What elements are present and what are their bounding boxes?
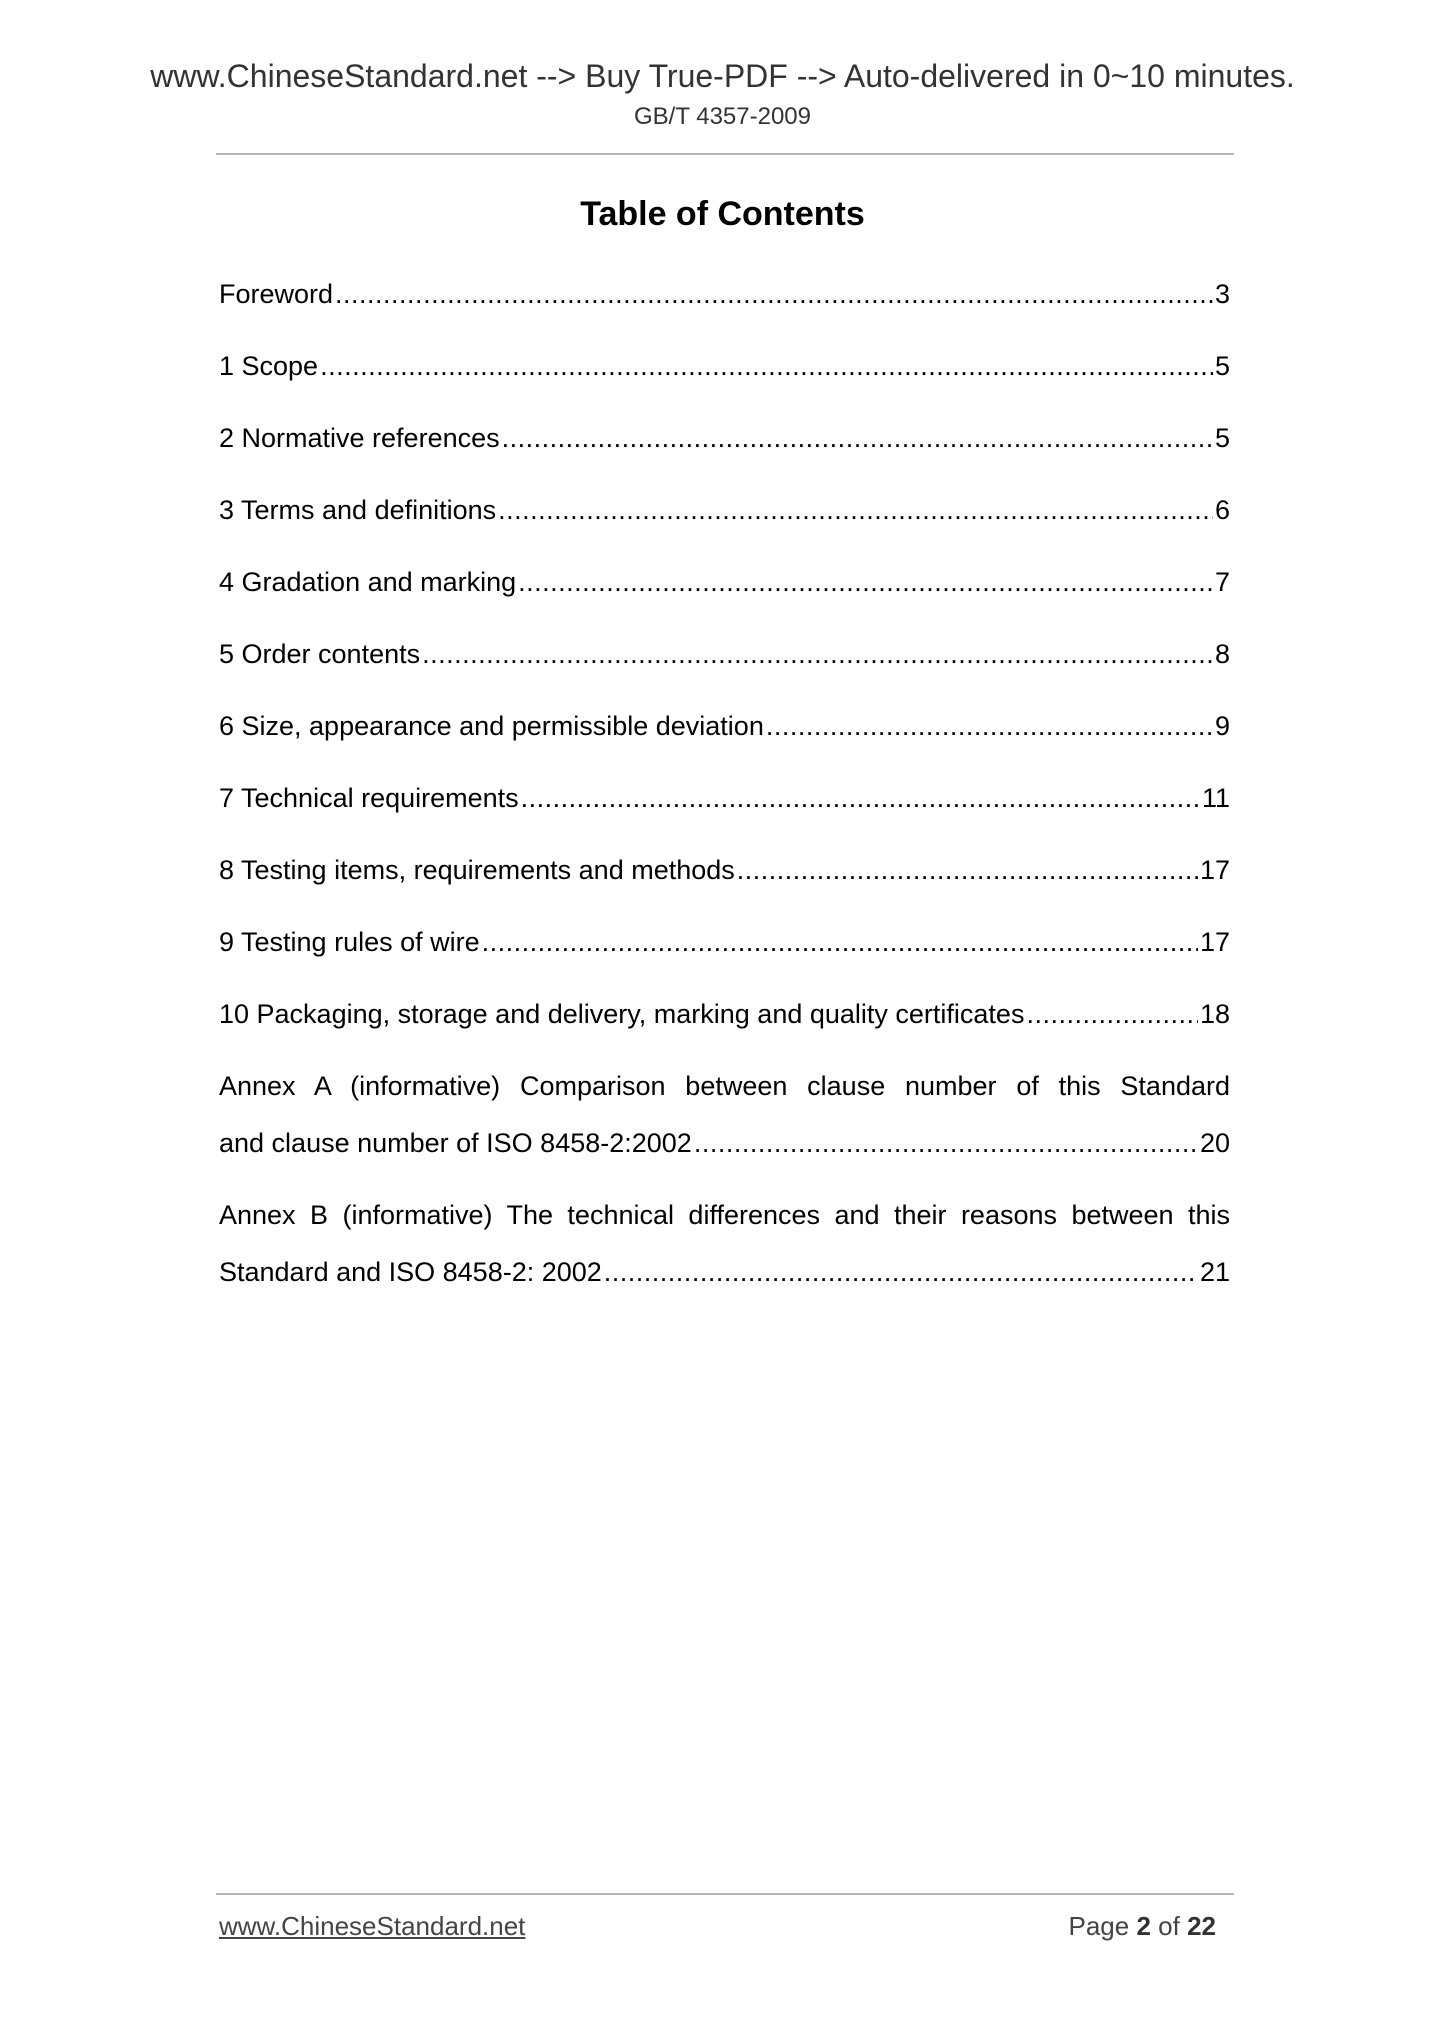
dot-leader	[335, 276, 1213, 312]
toc-entry-page: 17	[1199, 927, 1230, 957]
toc-entry-packaging[interactable]	[219, 996, 1230, 1032]
dot-leader	[521, 780, 1200, 816]
dot-leader	[498, 492, 1213, 528]
toc-entry-title: Foreword	[219, 279, 334, 309]
toc-entry-page: 11	[1201, 783, 1230, 813]
toc-entry-page: 3	[1214, 279, 1230, 309]
toc-entry-normative-references[interactable]	[219, 420, 1230, 456]
footer-divider	[216, 1893, 1234, 1895]
toc-entry-title: 1 Scope	[219, 351, 319, 381]
toc-entry-title: 8 Testing items, requirements and methods	[219, 855, 735, 885]
toc-entry-page: 18	[1199, 999, 1230, 1029]
toc-entry-terms-definitions[interactable]	[219, 492, 1230, 528]
dot-leader	[737, 852, 1198, 888]
toc-entry-gradation-marking[interactable]	[219, 564, 1230, 600]
page-of-label: of	[1158, 1911, 1180, 1941]
toc-entry-foreword[interactable]	[219, 276, 1230, 312]
toc-entry-title-line1: Annex B (informative) The technical differences and their reasons between this	[219, 1200, 1230, 1230]
toc-entry-page: 20	[1199, 1128, 1230, 1158]
page-total: 22	[1187, 1911, 1216, 1941]
toc-entry-title: 5 Order contents	[219, 639, 421, 669]
header-site-banner: www.ChineseStandard.net --> Buy True-PDF --> Auto-delivered in 0~10 minutes.	[150, 58, 1295, 94]
dot-leader	[1026, 996, 1198, 1032]
dot-leader	[518, 564, 1213, 600]
toc-entry-title-line2: Standard and ISO 8458-2: 2002	[219, 1257, 602, 1287]
toc-entry-annex-a[interactable]	[219, 1068, 1230, 1161]
toc-entry-testing-items[interactable]	[219, 852, 1230, 888]
toc-entry-title: 9 Testing rules of wire	[219, 927, 480, 957]
toc-entry-page: 5	[1214, 351, 1230, 381]
toc-entry-scope[interactable]	[219, 348, 1230, 384]
dot-leader	[766, 708, 1213, 744]
toc-entry-title: 3 Terms and definitions	[219, 495, 497, 525]
dot-leader	[502, 420, 1213, 456]
page-title: Table of Contents	[580, 195, 865, 233]
toc-entry-size-appearance[interactable]	[219, 708, 1230, 744]
toc-entry-annex-b[interactable]	[219, 1197, 1230, 1290]
dot-leader	[422, 636, 1213, 672]
header-divider	[216, 153, 1234, 155]
page-number	[900, 1908, 1216, 1944]
dot-leader	[482, 924, 1198, 960]
toc-entry-technical-requirements[interactable]	[219, 780, 1230, 816]
toc-entry-title-line2: and clause number of ISO 8458-2:2002	[219, 1128, 692, 1158]
toc-entry-page: 5	[1214, 423, 1230, 453]
dot-leader	[320, 348, 1213, 384]
footer-site-link[interactable]: www.ChineseStandard.net	[219, 1911, 526, 1941]
toc-entry-page: 21	[1199, 1257, 1230, 1287]
dot-leader	[604, 1254, 1198, 1290]
toc-entry-page: 7	[1214, 567, 1230, 597]
toc-entry-page: 17	[1199, 855, 1230, 885]
toc-entry-title: 10 Packaging, storage and delivery, marking and quality certificates	[219, 999, 1025, 1029]
header-standard-number: GB/T 4357-2009	[633, 103, 811, 130]
toc-entry-page: 9	[1214, 711, 1230, 741]
dot-leader	[694, 1125, 1198, 1161]
toc-entry-page: 8	[1214, 639, 1230, 669]
toc-entry-title: 2 Normative references	[219, 423, 500, 453]
page-current: 2	[1136, 1911, 1151, 1941]
toc-entry-order-contents[interactable]	[219, 636, 1230, 672]
toc-entry-title-line1: Annex A (informative) Comparison between clause number of this Standard	[219, 1071, 1230, 1101]
page-label: Page	[1068, 1911, 1130, 1941]
toc-entry-page: 6	[1214, 495, 1230, 525]
toc-entry-title: 6 Size, appearance and permissible deviation	[219, 711, 764, 741]
toc-entry-title: 7 Technical requirements	[219, 783, 519, 813]
toc-entry-testing-rules[interactable]	[219, 924, 1230, 960]
toc-entry-title: 4 Gradation and marking	[219, 567, 517, 597]
